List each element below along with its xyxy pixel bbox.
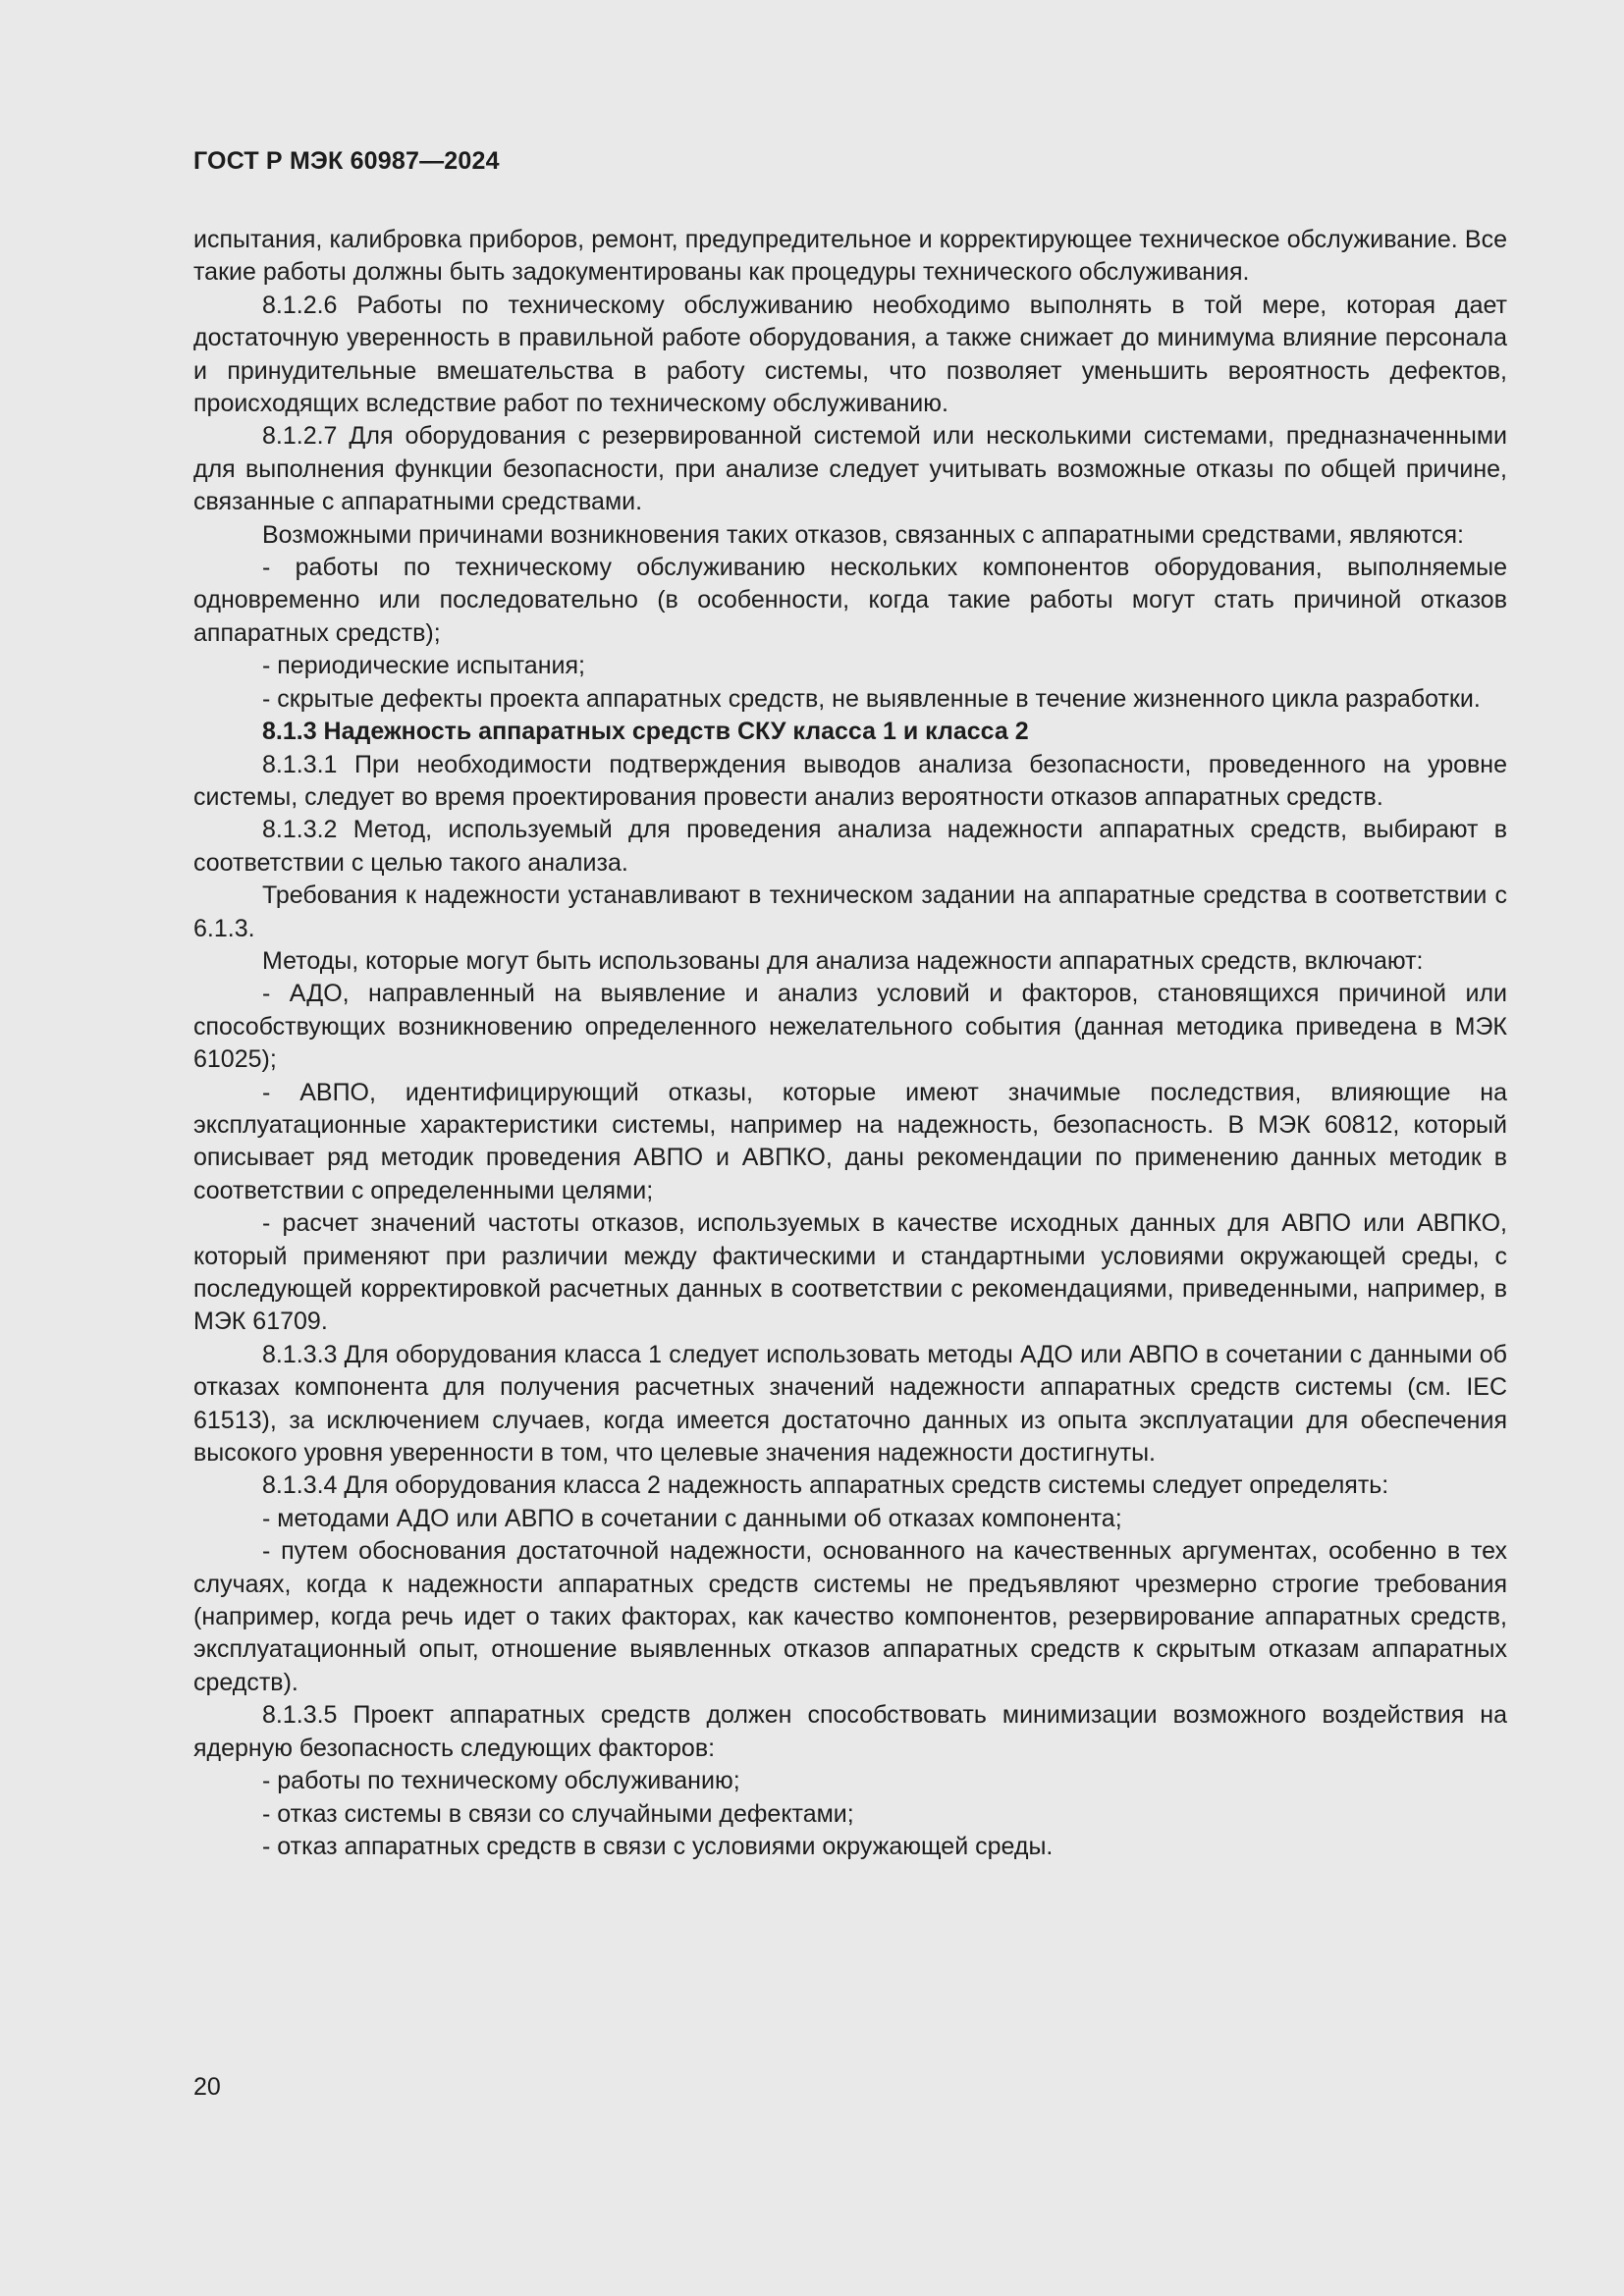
list-item: - работы по техническому обслуживанию; (262, 1767, 740, 1795)
paragraph-continuation: испытания, калибровка приборов, ремонт, предупредительное и корректирующее техническое обслуживание. Все такие работы должны быть задокументированы как процедуры технического обслуживания. (193, 226, 1507, 287)
paragraph-8-1-3-5: 8.1.3.5 Проект аппаратных средств должен способствовать минимизации возможного воздействия на ядерную безопасность следующих факторов: (193, 1701, 1507, 1762)
paragraph-8-1-3-2: 8.1.3.2 Метод, используемый для проведения анализа надежности аппаратных средств, выбирают в соответствии с целью такого анализа. (193, 816, 1507, 877)
list-item: - АВПО, идентифицирующий отказы, которые имеют значимые последствия, влияющие на эксплуатационные характеристики системы, например на надежность, безопасность. В МЭК 60812, который описывает ряд методик проведения АВПО и АВПКО, даны рекомендации по применению данных методик в соответствии с определенными целями; (193, 1078, 1507, 1204)
list-item: - периодические испытания; (262, 652, 585, 680)
section-heading-8-1-3: 8.1.3 Надежность аппаратных средств СКУ класса 1 и класса 2 (262, 718, 1029, 746)
paragraph-8-1-2-7: 8.1.2.7 Для оборудования с резервированной системой или несколькими системами, предназначенными для выполнения функции безопасности, при анализе следует учитывать возможные отказы по общей причине, связанные с аппаратными средствами. (193, 422, 1507, 516)
list-item: - скрытые дефекты проекта аппаратных средств, не выявленные в течение жизненного цикла разработки. (262, 684, 1481, 713)
list-item: - путем обоснования достаточной надежности, основанного на качественных аргументах, особенно в тех случаях, когда к надежности аппаратных средств системы не предъявляют чрезмерно строгие требования (например, когда речь идет о таких факторах, как качество компонентов, резервирование аппаратных средств, эксплуатационный опыт, отношение выявленных отказов аппаратных средств к скрытым отказам аппаратных средств). (193, 1537, 1507, 1696)
list-item: - методами АДО или АВПО в сочетании с данными об отказах компонента; (262, 1504, 1122, 1532)
list-item: - расчет значений частоты отказов, используемых в качестве исходных данных для АВПО или АВПКО, который применяют при различии между фактическими и стандартными условиями окружающей среды, с последующей корректировкой расчетных данных в соответствии с рекомендациями, приведенными, например, в МЭК 61709. (193, 1209, 1507, 1336)
list-item: - отказ аппаратных средств в связи с условиями окружающей среды. (262, 1832, 1054, 1860)
list-item: - АДО, направленный на выявление и анализ условий и факторов, становящихся причиной или способствующих возникновению определенного нежелательного события (данная методика приведена в МЭК 61025); (193, 980, 1507, 1074)
list-item: - работы по техническому обслуживанию нескольких компонентов оборудования, выполняемые одновременно или последовательно (в особенности, когда такие работы могут стать причиной отказов аппаратных средств); (193, 554, 1507, 647)
page-number: 20 (193, 2073, 221, 2101)
paragraph-causes-intro: Возможными причинами возникновения таких отказов, связанных с аппаратными средствами, являются: (262, 520, 1464, 549)
list-item: - отказ системы в связи со случайными дефектами; (262, 1799, 854, 1828)
paragraph-8-1-3-4: 8.1.3.4 Для оборудования класса 2 надежность аппаратных средств системы следует определять: (262, 1471, 1389, 1500)
paragraph-requirements: Требования к надежности устанавливают в техническом задании на аппаратные средства в соответствии с 6.1.3. (193, 881, 1507, 942)
paragraph-8-1-2-6: 8.1.2.6 Работы по техническому обслуживанию необходимо выполнять в той мере, которая дает достаточную уверенность в правильной работе оборудования, а также снижает до минимума влияние персонала и принудительные вмешательства в работу системы, что позволяет уменьшить вероятность дефектов, происходящих вследствие работ по техническому обслуживанию. (193, 291, 1507, 418)
paragraph-8-1-3-3: 8.1.3.3 Для оборудования класса 1 следует использовать методы АДО или АВПО в сочетании с данными об отказах компонента для получения расчетных значений надежности аппаратных средств системы (см. IEC 61513), за исключением случаев, когда имеется достаточно данных из опыта эксплуатации для обеспечения высокого уровня уверенности в том, что целевые значения надежности достигнуты. (193, 1340, 1507, 1468)
paragraph-8-1-3-1: 8.1.3.1 При необходимости подтверждения выводов анализа безопасности, проведенного на уровне системы, следует во время проектирования провести анализ вероятности отказов аппаратных средств. (193, 750, 1507, 811)
document-header: ГОСТ Р МЭК 60987—2024 (193, 147, 500, 175)
paragraph-methods-intro: Методы, которые могут быть использованы для анализа надежности аппаратных средств, включают: (262, 946, 1424, 975)
document-body (193, 224, 1507, 1863)
